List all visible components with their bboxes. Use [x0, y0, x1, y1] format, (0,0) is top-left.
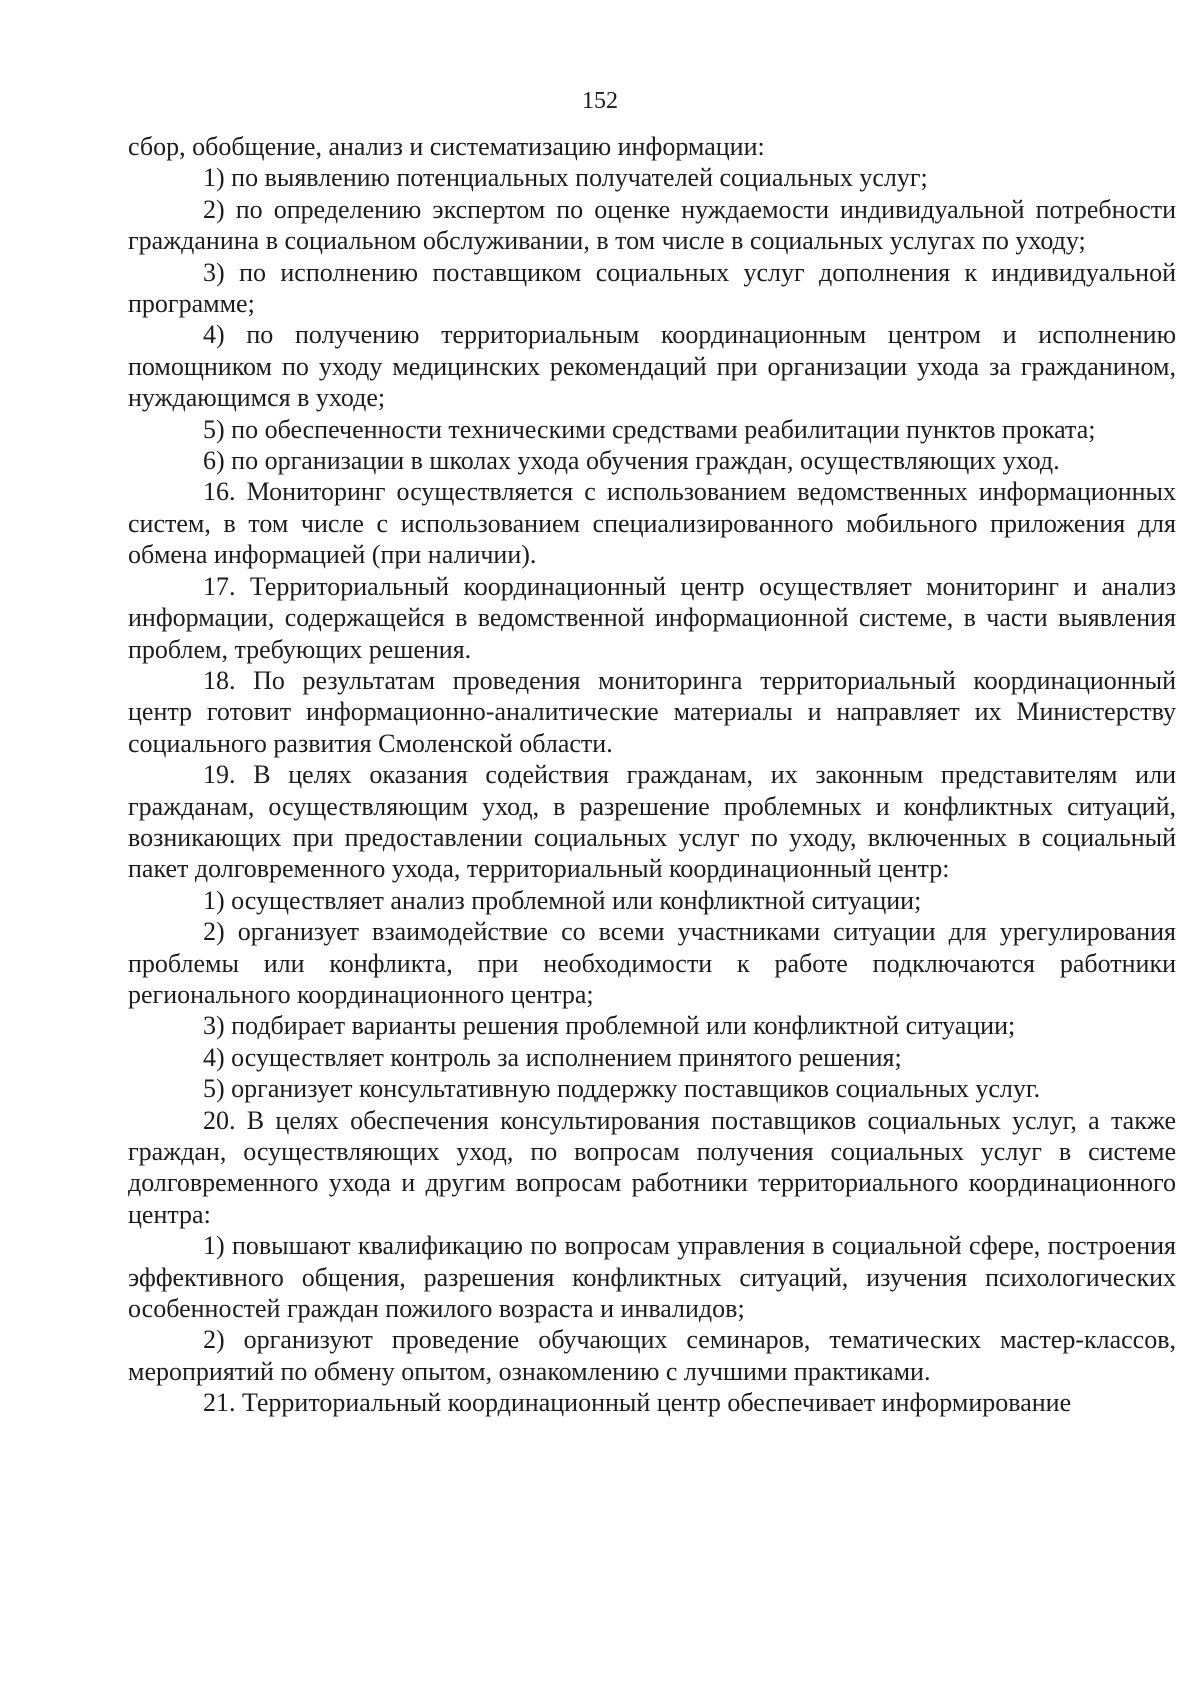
page-number: 152 — [582, 88, 618, 114]
list-item-19-3: 3) подбирает варианты решения проблемной или конфликтной ситуации; — [203, 1011, 1016, 1041]
list-item-2: 2) по определению экспертом по оценке нуждаемости индивидуальной потребности гражданина в социальном обслуживании, в том числе в социальных услугах по уходу; — [128, 194, 1176, 256]
list-item-19-4: 4) осуществляет контроль за исполнением принятого решения; — [203, 1042, 902, 1072]
paragraph-intro: сбор, обобщение, анализ и систематизацию информации: — [128, 132, 765, 161]
list-item-20-1: 1) повышают квалификацию по вопросам управления в социальной сфере, построения эффективного общения, разрешения конфликтных ситуаций, изучения психологических особенностей граждан пожилого возраста и инвалидов; — [128, 1231, 1176, 1324]
list-item-3: 3) по исполнению поставщиком социальных услуг дополнения к индивидуальной программе; — [128, 257, 1176, 319]
paragraph-17: 17. Территориальный координационный центр осуществляет мониторинг и анализ информации, содержащейся в ведомственной информационной системе, в части выявления проблем, требующих решения. — [128, 571, 1176, 664]
paragraph-18: 18. По результатам проведения мониторинга территориальный координационный центр готовит информационно-аналитические материалы и направляет их Министерству социального развития Смоленской области. — [128, 665, 1176, 758]
list-item-6: 6) по организации в школах ухода обучения граждан, осуществляющих уход. — [203, 446, 1060, 476]
paragraph-19: 19. В целях оказания содействия гражданам, их законным представителям или гражданам, осуществляющим уход, в разрешение проблемных и конфликтных ситуаций, возникающих при предоставлении социальных услуг по уходу, включенных в социальный пакет долговременного ухода, территориальный координационный центр: — [128, 760, 1176, 884]
list-item-4: 4) по получению территориальным координационным центром и исполнению помощником по уходу медицинских рекомендаций при организации ухода за гражданином, нуждающимся в уходе; — [128, 320, 1176, 413]
document-body — [128, 131, 1176, 1419]
paragraph-16: 16. Мониторинг осуществляется с использованием ведомственных информационных систем, в том числе с использованием специализированного мобильного приложения для обмена информацией (при наличии). — [128, 477, 1176, 570]
list-item-19-5: 5) организует консультативную поддержку поставщиков социальных услуг. — [203, 1074, 1041, 1104]
paragraph-21: 21. Территориальный координационный центр обеспечивает информирование — [203, 1388, 1072, 1418]
paragraph-20: 20. В целях обеспечения консультирования поставщиков социальных услуг, а также граждан, осуществляющих уход, по вопросам получения социальных услуг в системе долговременного ухода и другим вопросам работники территориального координационного центра: — [128, 1105, 1176, 1229]
list-item-19-1: 1) осуществляет анализ проблемной или конфликтной ситуации; — [203, 885, 922, 915]
list-item-20-2: 2) организуют проведение обучающих семинаров, тематических мастер-классов, мероприятий по обмену опытом, ознакомлению с лучшими практиками. — [128, 1325, 1176, 1386]
list-item-5: 5) по обеспеченности техническими средствами реабилитации пунктов проката; — [203, 414, 1096, 444]
list-item-19-2: 2) организует взаимодействие со всеми участниками ситуации для урегулирования проблемы или конфликта, при необходимости к работе подключаются работники регионального координационного центра; — [128, 917, 1176, 1009]
list-item-1: 1) по выявлению потенциальных получателей социальных услуг; — [203, 163, 928, 193]
